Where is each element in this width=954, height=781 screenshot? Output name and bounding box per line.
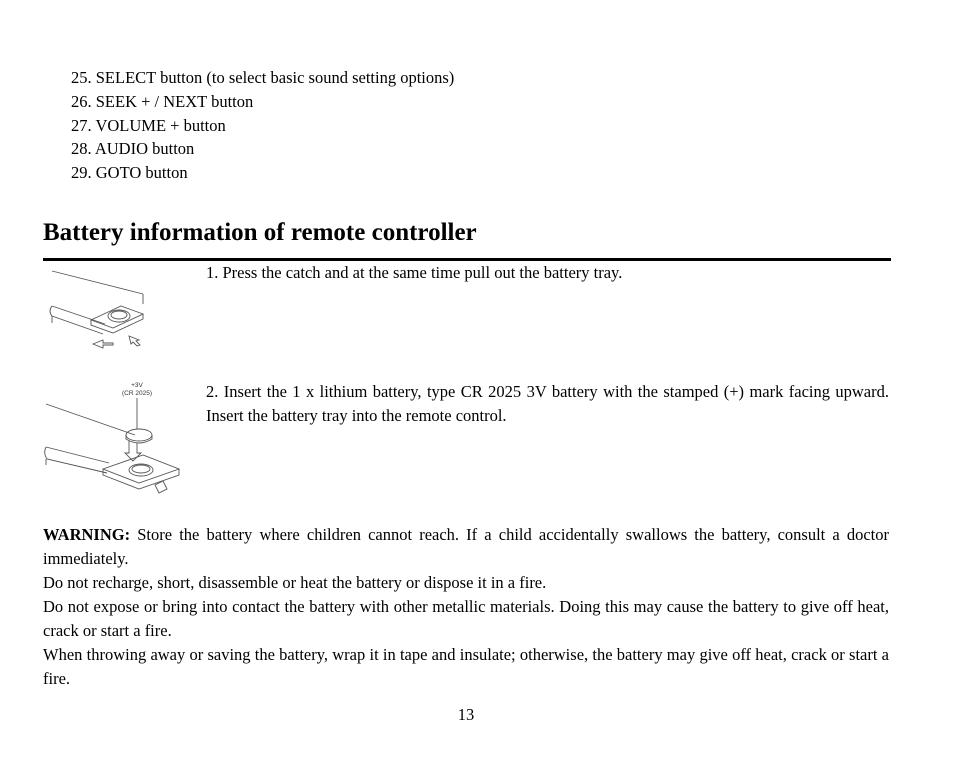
- battery-insertion-illustration: [43, 377, 188, 497]
- battery-tray-removal-illustration: [43, 268, 151, 352]
- button-list: [71, 66, 454, 185]
- list-item: 29. GOTO button: [71, 163, 188, 183]
- warning-block: [43, 523, 889, 691]
- warning-first-text: Store the battery where children cannot reach. If a child accidentally swallows the battery, consult a doctor immediately.: [43, 525, 889, 568]
- warning-paragraph: [43, 523, 889, 571]
- battery-type-label: (CR 2025): [122, 390, 152, 397]
- section-heading: Battery information of remote controller: [43, 219, 477, 246]
- warning-line: Do not expose or bring into contact the battery with other metallic materials. Doing this may cause the battery to give off heat, crack or start a fire.: [43, 597, 889, 640]
- list-item: 27. VOLUME + button: [71, 115, 226, 135]
- battery-voltage-label: +3V: [131, 382, 143, 389]
- warning-label: WARNING:: [43, 525, 131, 544]
- warning-line: When throwing away or saving the battery, wrap it in tape and insulate; otherwise, the battery may give off heat, crack or start a fire.: [43, 645, 889, 688]
- list-item: 26. SEEK + / NEXT button: [71, 91, 254, 111]
- list-item: 28. AUDIO button: [71, 139, 195, 159]
- step-1-text: 1. Press the catch and at the same time pull out the battery tray.: [206, 263, 623, 282]
- warning-line: Do not recharge, short, disassemble or heat the battery or dispose it in a fire.: [43, 573, 547, 592]
- page-number: 13: [457, 705, 475, 724]
- list-item: 25. SELECT button (to select basic sound setting options): [71, 68, 455, 87]
- step-2-text: 2. Insert the 1 x lithium battery, type CR 2025 3V battery with the stamped (+) mark facing upward. Insert the battery tray into the remote control.: [206, 382, 889, 425]
